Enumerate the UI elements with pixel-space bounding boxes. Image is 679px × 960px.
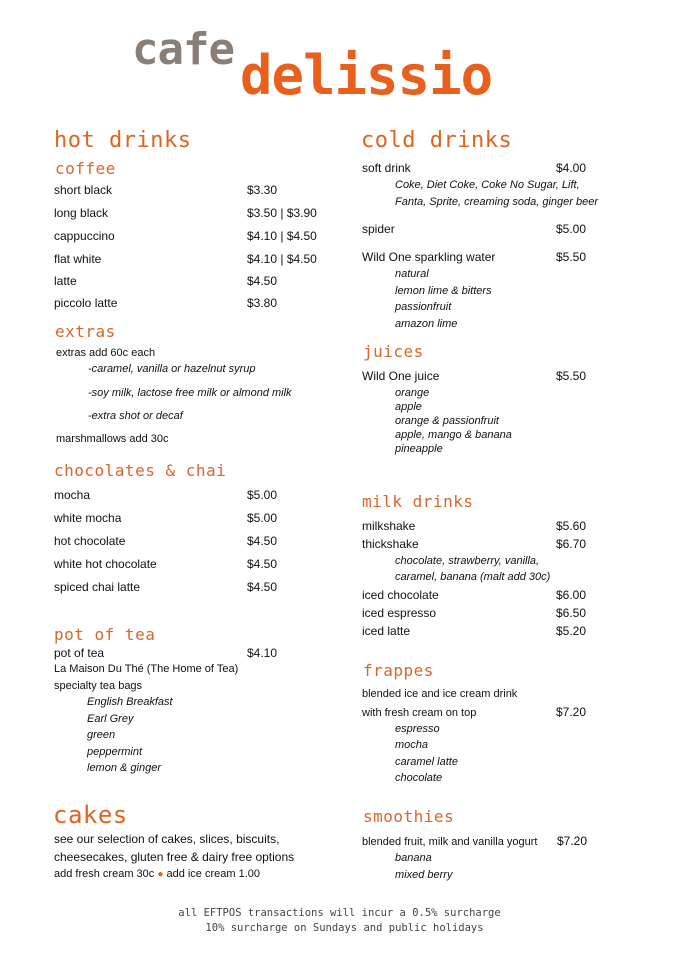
milk-drinks-heading: milk drinks <box>362 492 474 511</box>
cakes-line: see our selection of cakes, slices, biscuits, <box>54 832 280 846</box>
extras-heading: extras <box>55 322 116 341</box>
cakes-heading: cakes <box>53 801 128 829</box>
chocolate-item: hot chocolate $4.50 <box>54 534 278 548</box>
iced-item: iced latte $5.20 <box>362 624 587 638</box>
tea-bags-label: specialty tea bags <box>54 680 143 692</box>
tea-flavour: green <box>87 729 116 741</box>
cold-drinks-heading: cold drinks <box>361 128 513 153</box>
cakes-cream-options <box>54 867 260 882</box>
coffee-heading: coffee <box>55 159 116 178</box>
water-flavour: passionfruit <box>395 301 452 313</box>
frappe-item: with fresh cream on top $7.20 <box>362 705 587 719</box>
tea-flavour: peppermint <box>87 746 143 758</box>
tea-item: pot of tea $4.10 <box>54 646 278 660</box>
thickshake-item: thickshake $6.70 <box>362 537 587 551</box>
juice-flavour: orange & passionfruit <box>395 415 499 427</box>
juice-flavour: orange <box>395 387 430 399</box>
coffee-item: cappuccino $4.10 | $4.50 <box>54 229 317 243</box>
smoothie-item: blended fruit, milk and vanilla yogurt $7.20 <box>362 834 588 848</box>
hot-drinks-heading: hot drinks <box>54 128 192 153</box>
tea-flavour: Earl Grey <box>87 713 134 725</box>
coffee-item: long black $3.50 | $3.90 <box>54 206 317 220</box>
soft-drink-item: soft drink $4.00 <box>362 161 587 175</box>
chocolates-heading: chocolates & chai <box>54 461 227 480</box>
chocolate-list <box>54 488 344 603</box>
smoothie-flavour: banana <box>395 852 432 864</box>
footer-holiday-note: 10% surcharge on Sundays and public holidays <box>205 922 484 934</box>
frappe-flavour: espresso <box>395 723 440 735</box>
shake-flavours: chocolate, strawberry, vanilla, <box>395 555 540 567</box>
coffee-item: piccolo latte $3.80 <box>54 296 278 310</box>
juice-flavour: apple, mango & banana <box>395 429 512 441</box>
milkshake-item: milkshake $5.60 <box>362 519 587 533</box>
sparkling-water-item: Wild One sparkling water $5.50 <box>362 250 587 264</box>
soft-drink-desc: Coke, Diet Coke, Coke No Sugar, Lift, <box>395 179 580 191</box>
coffee-list <box>54 183 344 318</box>
juices-heading: juices <box>363 342 424 361</box>
cakes-line: cheesecakes, gluten free & dairy free options <box>54 850 295 864</box>
chocolate-item: white hot chocolate $4.50 <box>54 557 278 571</box>
water-flavour: amazon lime <box>395 318 458 330</box>
water-flavour: natural <box>395 268 429 280</box>
frappe-desc: blended ice and ice cream drink <box>362 688 518 700</box>
chocolate-item: mocha $5.00 <box>54 488 278 502</box>
pot-of-tea-heading: pot of tea <box>54 625 156 644</box>
fresh-cream-option: add fresh cream 30c <box>54 868 155 880</box>
marshmallows-note: marshmallows add 30c <box>56 433 169 445</box>
smoothie-flavour: mixed berry <box>395 869 453 881</box>
juice-item: Wild One juice $5.50 <box>362 369 587 383</box>
logo-cafe: cafe <box>132 24 234 75</box>
shake-flavours: caramel, banana (malt add 30c) <box>395 571 551 583</box>
tea-flavour: lemon & ginger <box>87 762 161 774</box>
water-flavour: lemon lime & bitters <box>395 285 492 297</box>
extras-option: -soy milk, lactose free milk or almond milk <box>88 387 292 399</box>
tea-flavour: English Breakfast <box>87 696 173 708</box>
spider-item: spider $5.00 <box>362 222 587 236</box>
bullet-icon: ● <box>157 869 164 880</box>
ice-cream-option: add ice cream 1.00 <box>166 868 261 880</box>
extras-option: -extra shot or decaf <box>88 410 183 422</box>
extras-intro: extras add 60c each <box>56 347 156 359</box>
footer-eftpos-note: all EFTPOS transactions will incur a 0.5% surcharge <box>178 907 501 919</box>
frappe-flavour: mocha <box>395 739 429 751</box>
coffee-item: short black $3.30 <box>54 183 278 197</box>
soft-drink-desc: Fanta, Sprite, creaming soda, ginger beer <box>395 196 599 208</box>
coffee-item: latte $4.50 <box>54 274 278 288</box>
smoothies-heading: smoothies <box>363 807 455 826</box>
iced-item: iced espresso $6.50 <box>362 606 587 620</box>
tea-brand: La Maison Du Thé (The Home of Tea) <box>54 663 239 675</box>
chocolate-item: spiced chai latte $4.50 <box>54 580 278 594</box>
juice-flavour: pineapple <box>395 443 443 455</box>
iced-item: iced chocolate $6.00 <box>362 588 587 602</box>
coffee-item: flat white $4.10 | $4.50 <box>54 252 317 266</box>
chocolate-item: white mocha $5.00 <box>54 511 278 525</box>
frappe-flavour: caramel latte <box>395 756 458 768</box>
juice-flavour: apple <box>395 401 422 413</box>
extras-option: -caramel, vanilla or hazelnut syrup <box>88 363 256 375</box>
logo-delissio: delissio <box>240 44 493 107</box>
frappes-heading: frappes <box>363 661 434 680</box>
frappe-flavour: chocolate <box>395 772 443 784</box>
